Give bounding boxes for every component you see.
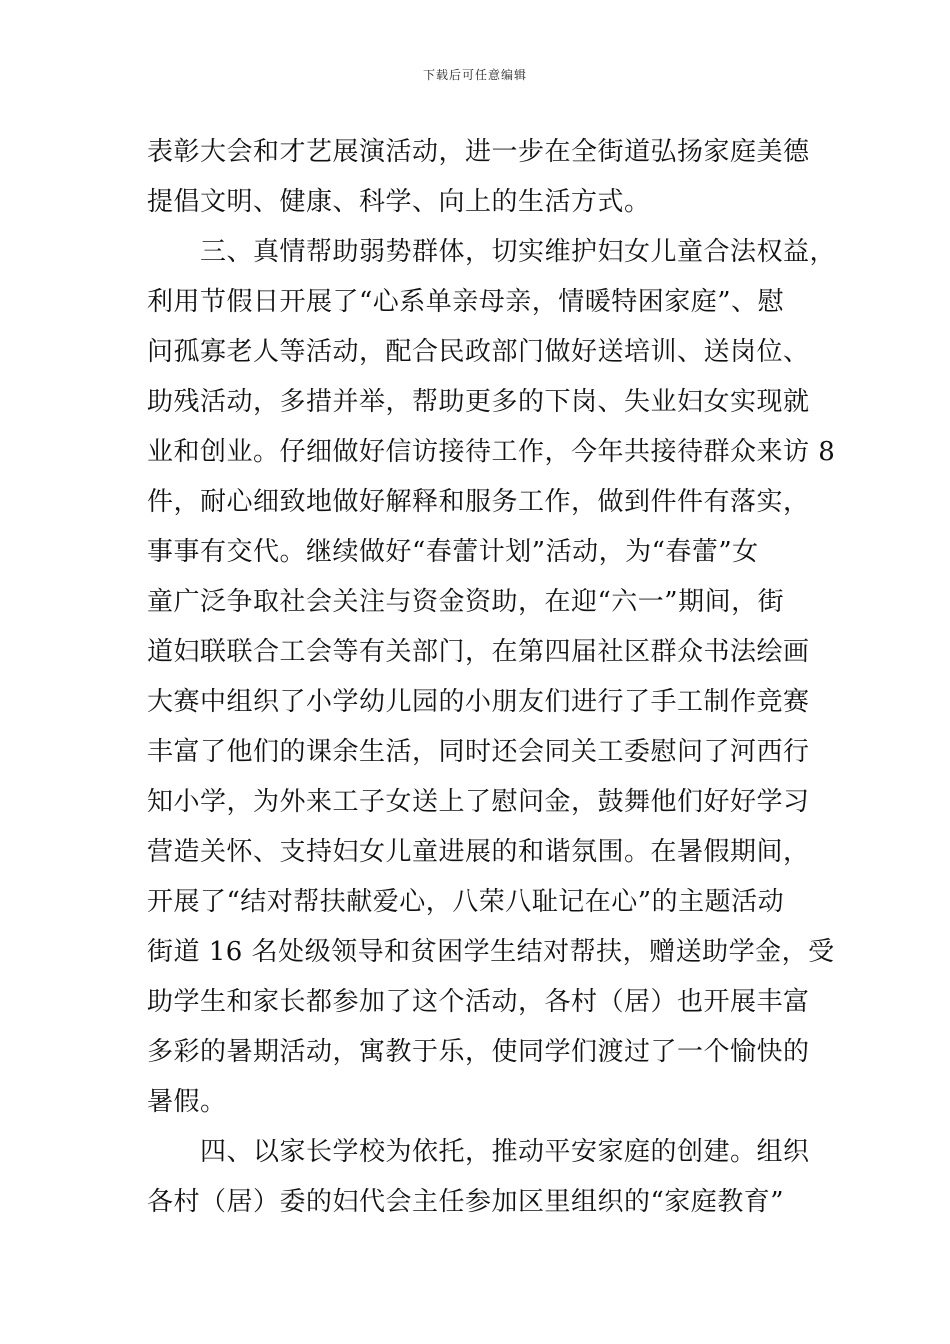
text-line: 三、真情帮助弱势群体，切实维护妇女儿童合法权益， (200, 237, 837, 267)
text-line: 利用节假日开展了“心系单亲母亲，情暖特困家庭”、慰 (147, 287, 785, 317)
text-line: 暑假。 (147, 1087, 227, 1117)
text-line: 开展了“结对帮扶献爱心，八荣八耻记在心”的主题活动 (147, 887, 785, 917)
text-line: 件，耐心细致地做好解释和服务工作，做到件件有落实， (147, 487, 810, 517)
text-line: 四、以家长学校为依托，推动平安家庭的创建。组织 (200, 1137, 810, 1167)
text-line: 营造关怀、支持妇女儿童进展的和谐氛围。在暑假期间， (147, 837, 810, 867)
text-line: 提倡文明、健康、科学、向上的生活方式。 (147, 187, 651, 217)
text-line: 事事有交代。继续做好“春蕾计划”活动，为“春蕾”女 (147, 537, 759, 567)
text-line: 业和创业。仔细做好信访接待工作，今年共接待群众来访 8 (147, 437, 836, 467)
text-line: 问孤寡老人等活动，配合民政部门做好送培训、送岗位、 (147, 337, 810, 367)
text-line: 表彰大会和才艺展演活动，进一步在全街道弘扬家庭美德 (147, 137, 810, 167)
text-line: 街道 16 名处级领导和贫困学生结对帮扶，赠送助学金，受 (147, 937, 835, 967)
text-line: 助残活动，多措并举，帮助更多的下岗、失业妇女实现就 (147, 387, 810, 417)
text-line: 各村（居）委的妇代会主任参加区里组织的“家庭教育” (147, 1187, 785, 1217)
text-line: 丰富了他们的课余生活，同时还会同关工委慰问了河西行 (147, 737, 810, 767)
text-line: 童广泛争取社会关注与资金资助，在迎“六一”期间，街 (147, 587, 785, 617)
text-line: 知小学，为外来工子女送上了慰问金，鼓舞他们好好学习 (147, 787, 810, 817)
text-line: 道妇联联合工会等有关部门，在第四届社区群众书法绘画 (147, 637, 810, 667)
text-line: 大赛中组织了小学幼儿园的小朋友们进行了手工制作竞赛 (147, 687, 810, 717)
page-header: 下载后可任意编辑 (422, 68, 527, 82)
text-line: 多彩的暑期活动，寓教于乐，使同学们渡过了一个愉快的 (147, 1037, 810, 1067)
text-line: 助学生和家长都参加了这个活动，各村（居）也开展丰富 (147, 987, 810, 1017)
